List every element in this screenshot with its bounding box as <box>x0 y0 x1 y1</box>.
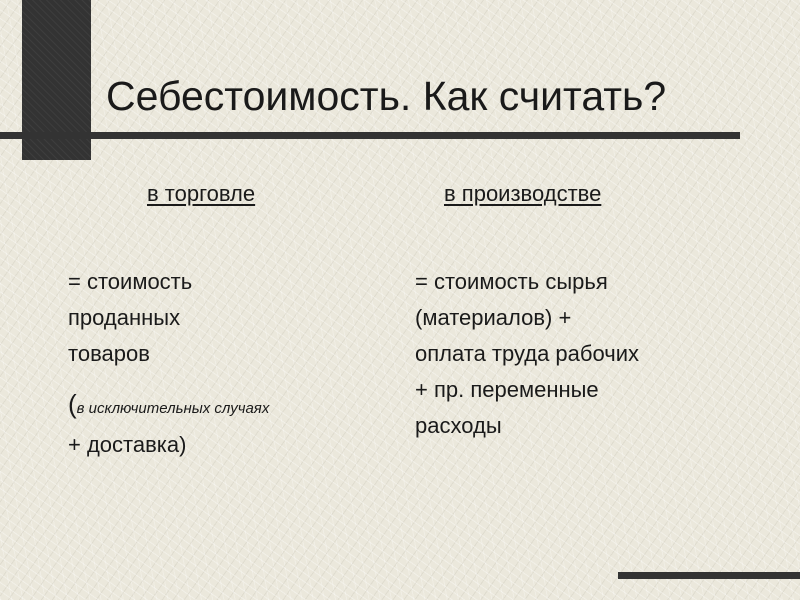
note-delivery-text: + доставка) <box>68 432 187 457</box>
note-italic-text: в исключительных случаях <box>76 400 270 417</box>
heading-production: в производстве <box>444 181 602 206</box>
production-formula-line: (материалов) + <box>415 305 572 330</box>
production-formula-line: расходы <box>415 413 502 438</box>
trade-formula-line: проданных <box>68 305 181 330</box>
note-open-paren: ( <box>68 389 77 419</box>
production-formula-line: + пр. переменные <box>415 377 599 402</box>
heading-trade: в торговле <box>147 181 256 206</box>
production-formula-line: оплата труда рабочих <box>415 341 640 366</box>
slide-title: Себестоимость. Как считать? <box>106 73 667 119</box>
production-formula-line: = стоимость сырья <box>415 269 608 294</box>
production-formula <box>415 264 777 444</box>
trade-exception-note <box>68 386 388 463</box>
trade-formula-line: = стоимость <box>68 269 193 294</box>
title-underline-rule <box>0 132 740 139</box>
trade-formula <box>68 264 358 372</box>
bottom-decorative-rule <box>618 572 800 579</box>
trade-formula-line: товаров <box>68 341 150 366</box>
